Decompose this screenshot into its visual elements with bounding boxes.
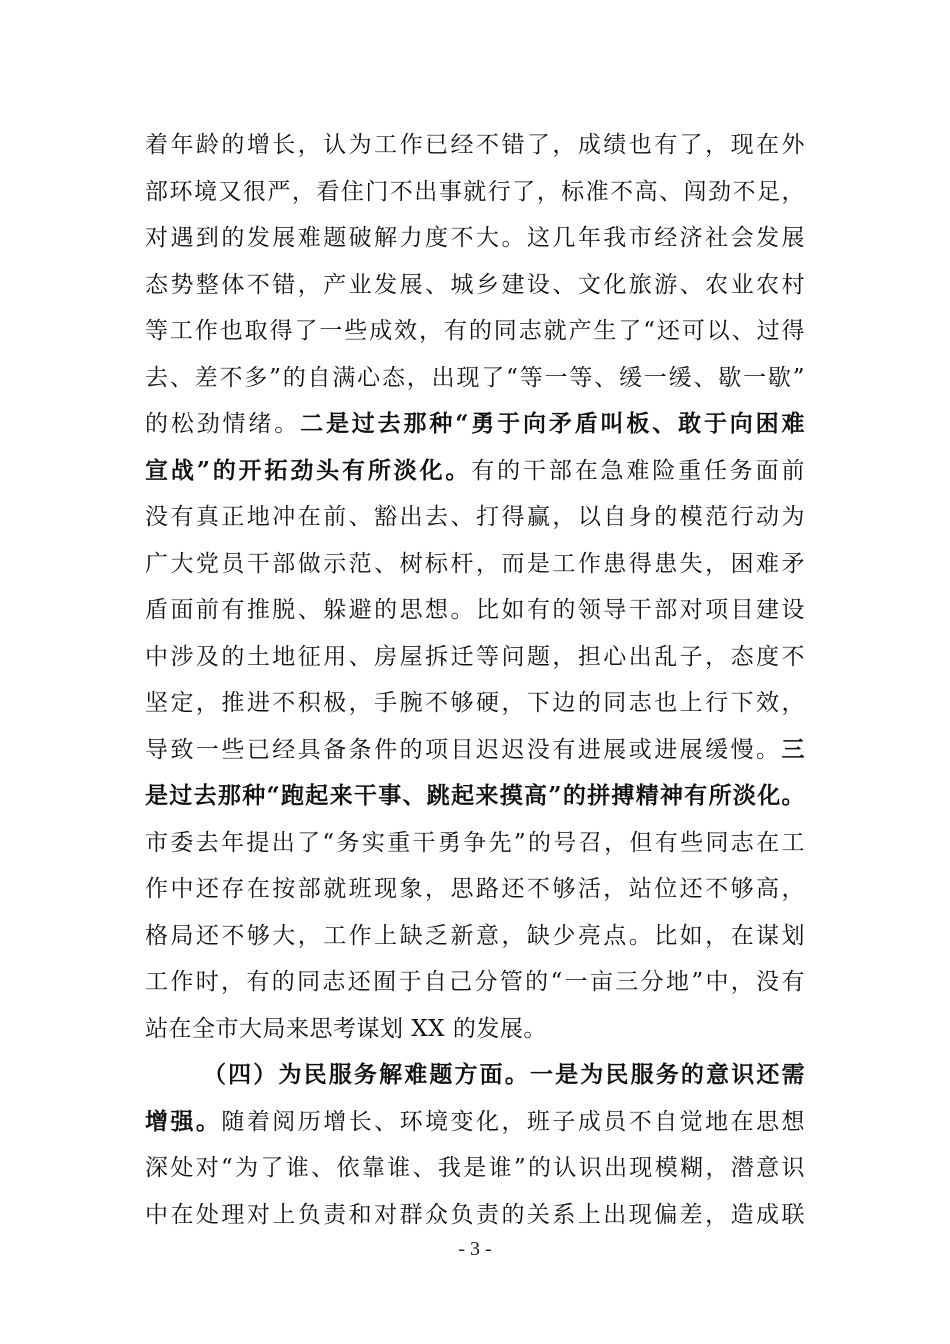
text-line <box>145 401 805 448</box>
text-line <box>145 866 805 913</box>
text-line <box>145 959 805 1006</box>
text-line <box>145 169 805 216</box>
text-line <box>145 122 805 169</box>
text-segment: 中在处理对上负责和对群众负责的关系上出现偏差，造成联 <box>145 1201 805 1228</box>
text-segment: 工作时，有的同志还囿于自己分管的“一亩三分地”中，没有 <box>145 969 805 995</box>
text-segment: 格局还不够大，工作上缺乏新意，缺少亮点。比如，在谋划 <box>145 922 805 949</box>
bold-text-segment: 增强。 <box>145 1107 222 1135</box>
text-line <box>145 448 805 495</box>
text-line <box>145 1192 805 1239</box>
text-segment: 深处对“为了谁、依靠谁、我是谁”的认识出现模糊，潜意识 <box>145 1155 805 1181</box>
text-line <box>145 308 805 355</box>
text-segment: 作中还存在按部就班现象，思路还不够活，站位还不够高， <box>145 876 805 902</box>
text-line <box>145 262 805 309</box>
text-segment: 等工作也取得了一些成效，有的同志就产生了“还可以、过得 <box>145 318 805 344</box>
text-line <box>145 494 805 541</box>
text-segment: 着年龄的增长，认为工作已经不错了，成绩也有了，现在外 <box>145 132 805 158</box>
text-line <box>145 634 805 681</box>
text-line <box>145 1006 805 1053</box>
body-text <box>145 122 805 1238</box>
text-segment: 坚定，推进不积极，手腕不够硬，下边的同志也上行下效， <box>145 690 805 716</box>
text-line <box>145 727 805 774</box>
text-segment: 部环境又很严，看住门不出事就行了，标准不高、闯劲不足， <box>145 178 805 205</box>
text-segment: 导致一些已经具备条件的项目迟迟没有进展或进展缓慢。 <box>145 736 782 763</box>
text-line <box>145 1099 805 1146</box>
text-segment: 广大党员干部做示范、树标杆，而是工作患得患失，困难矛 <box>145 550 805 577</box>
text-line <box>145 680 805 727</box>
text-segment: 中涉及的土地征用、房屋拆迁等问题，担心出乱子，态度不 <box>145 643 805 670</box>
text-line <box>145 215 805 262</box>
text-line <box>145 913 805 960</box>
page-number: - 3 - <box>458 1238 492 1260</box>
text-line <box>145 355 805 402</box>
text-line <box>145 1145 805 1192</box>
text-segment: 去、差不多”的自满心态，出现了“等一等、缓一缓、歇一歇” <box>145 364 805 391</box>
text-segment: 有的干部在急难险重任务面前 <box>471 457 806 484</box>
text-segment: 没有真正地冲在前、豁出去、打得赢，以自身的模范行动为 <box>145 504 805 530</box>
text-segment: 态势整体不错，产业发展、城乡建设、文化旅游、农业农村 <box>145 271 805 298</box>
text-line <box>145 1052 805 1099</box>
bold-text-segment: 三 <box>781 735 805 763</box>
text-segment: 站在全市大局来思考谋划 XX 的发展。 <box>145 1015 547 1042</box>
text-segment: 市委去年提出了“务实重干勇争先”的号召，但有些同志在工 <box>145 829 805 856</box>
text-segment: 的松劲情绪。 <box>145 411 301 437</box>
text-segment: 盾面前有推脱、躲避的思想。比如有的领导干部对项目建设 <box>145 597 805 623</box>
text-line <box>145 773 805 820</box>
bold-text-segment: 是过去那种“跑起来干事、跳起来摸高”的拼搏精神有所淡化。 <box>145 782 805 809</box>
text-line <box>145 587 805 634</box>
text-line <box>145 820 805 867</box>
bold-text-segment: 二是过去那种“勇于向矛盾叫板、敢于向困难 <box>300 410 806 437</box>
text-line <box>145 541 805 588</box>
bold-text-segment: 宣战”的开拓劲头有所淡化。 <box>145 456 472 484</box>
text-segment: 随着阅历增长、环境变化，班子成员不自觉地在思想 <box>221 1108 806 1135</box>
text-segment: 对遇到的发展难题破解力度不大。这几年我市经济社会发展 <box>145 225 805 251</box>
bold-text-segment: （四）为民服务解难题方面。一是为民服务的意识还需 <box>203 1061 805 1088</box>
